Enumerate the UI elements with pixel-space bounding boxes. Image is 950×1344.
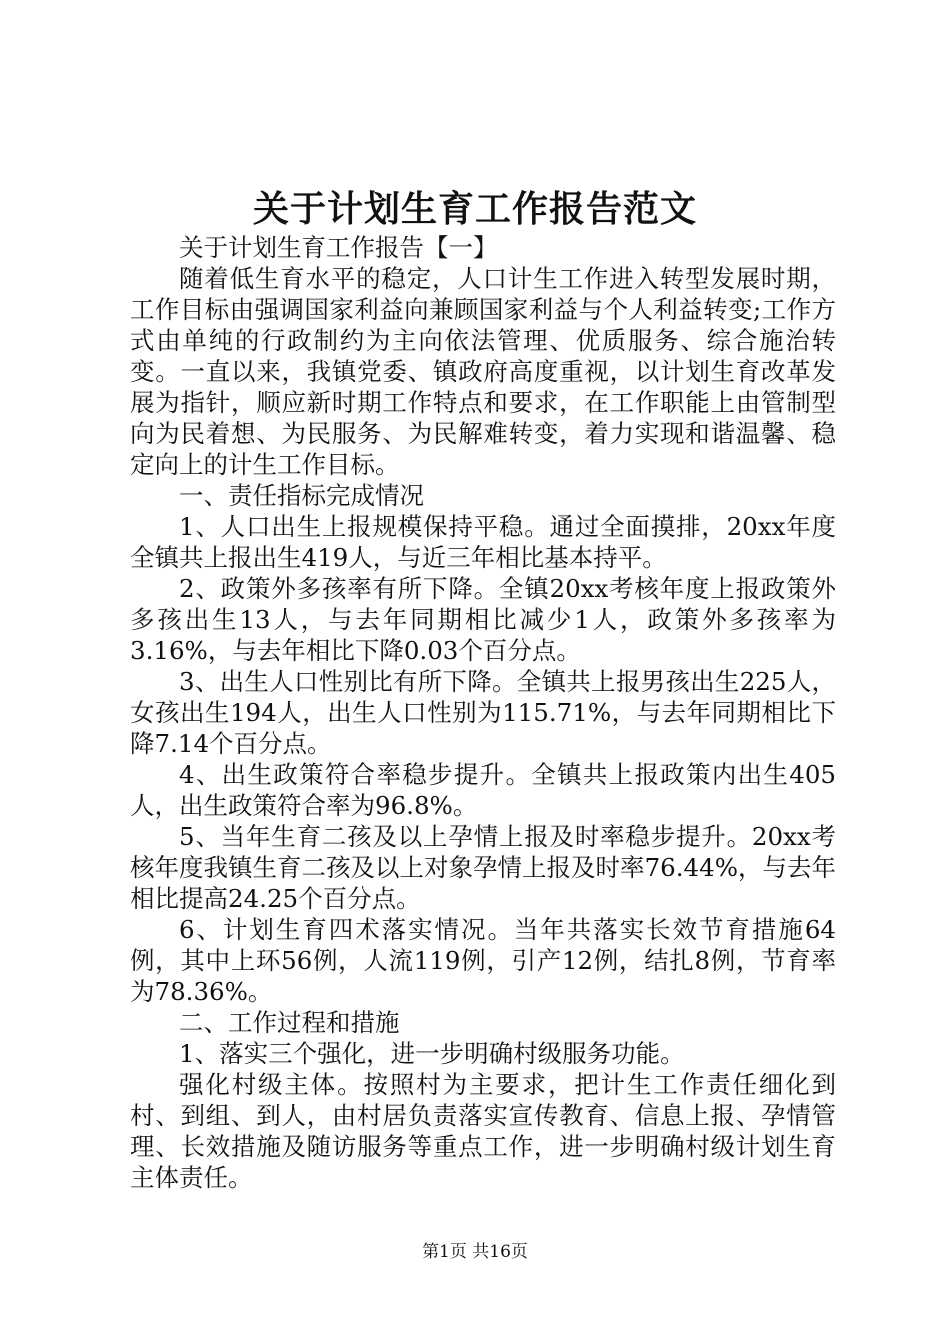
paragraph: 强化村级主体。按照村为主要求，把计生工作责任细化到村、到组、到人，由村居负责落实宣传教育、信息上报、孕情管理、长效措施及随访服务等重点工作，进一步明确村级计划生育主体责任。 — [130, 1070, 836, 1192]
section-heading: 关于计划生育工作报告【一】 — [179, 233, 498, 262]
paragraph: 2、政策外多孩率有所下降。全镇20xx考核年度上报政策外多孩出生13人，与去年同期相比减少1人，政策外多孩率为3.16%，与去年相比下降0.03个百分点。 — [130, 574, 836, 665]
paragraph: 1、落实三个强化，进一步明确村级服务功能。 — [179, 1039, 685, 1068]
paragraph: 3、出生人口性别比有所下降。全镇共上报男孩出生225人，女孩出生194人，出生人口性别为115.71%，与去年同期相比下降7.14个百分点。 — [130, 667, 836, 758]
section-heading: 二、工作过程和措施 — [179, 1008, 400, 1037]
section-heading: 一、责任指标完成情况 — [179, 481, 424, 510]
paragraph: 1、人口出生上报规模保持平稳。通过全面摸排，20xx年度全镇共上报出生419人，与近三年相比基本持平。 — [130, 512, 836, 572]
document-body — [130, 232, 836, 1193]
document-title: 关于计划生育工作报告范文 — [252, 188, 697, 230]
page-number: 第1页 共16页 — [422, 1242, 528, 1262]
paragraph: 随着低生育水平的稳定，人口计生工作进入转型发展时期，工作目标由强调国家利益向兼顾国家利益与个人利益转变;工作方式由单纯的行政制约为主向依法管理、优质服务、综合施治转变。一直以来，我镇党委、镇政府高度重视，以计划生育改革发展为指针，顺应新时期工作特点和要求，在工作职能上由管制型向为民着想、为民服务、为民解难转变，着力实现和谐温馨、稳定向上的计生工作目标。 — [130, 264, 836, 479]
paragraph: 4、出生政策符合率稳步提升。全镇共上报政策内出生405人，出生政策符合率为96.8%。 — [130, 760, 836, 820]
paragraph: 5、当年生育二孩及以上孕情上报及时率稳步提升。20xx考核年度我镇生育二孩及以上对象孕情上报及时率76.44%，与去年相比提高24.25个百分点。 — [130, 822, 836, 913]
paragraph: 6、计划生育四术落实情况。当年共落实长效节育措施64例，其中上环56例，人流119例，引产12例，结扎8例，节育率为78.36%。 — [130, 915, 836, 1006]
